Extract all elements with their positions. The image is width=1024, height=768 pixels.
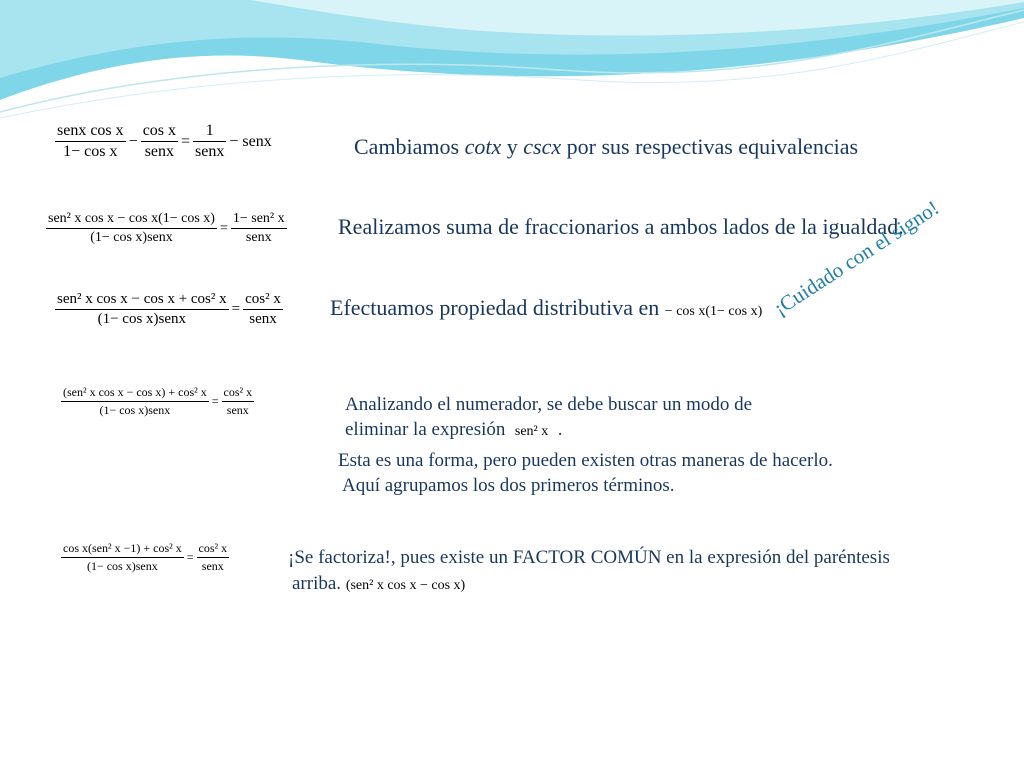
equation-2: $\frac{\text{sen² x cos x − cos x(1− cos x)}}{\text{(1− cos x)senx}}$ = $\frac{\text{1− sen² x}}{\text{senx}}$ [48, 211, 285, 245]
eq4-rhs-fraction: $\frac{\text{cos² x}}{\text{senx}}$ [223, 385, 253, 417]
step-4-text: Analizando el numerador, se debe buscar un modo de eliminar la expresión sen² x . [345, 394, 753, 440]
step-4-expression: sen² x [514, 424, 549, 439]
sign-warning-note: ¡Cuidado con el signo! [769, 195, 944, 321]
step-3-text: Efectuamos propiedad distributiva en − cos x(1− cos x) [330, 295, 763, 320]
eq5-rhs-fraction: $\frac{\text{cos² x}}{\text{senx}}$ [198, 541, 228, 573]
equation-4: $\frac{\text{(sen² x cos x − cos x) + cos² x}}{\text{(1− cos x)senx}}$ = $\frac{\text{cos² x}}{\text{senx}}$ [63, 385, 253, 417]
step-5-text: ¡Se factoriza!, pues existe un FACTOR COMÚN en la expresión del paréntesis arriba. (sen² x cos x − cos x) [288, 547, 890, 594]
eq3-lhs-fraction: $\frac{\text{sen² x cos x − cos x + cos² x}}{\text{(1− cos x)senx}}$ [57, 291, 227, 327]
eq3-rhs-fraction: $\frac{\text{cos² x}}{\text{senx}}$ [245, 291, 281, 327]
header-wave-banner [0, 0, 1024, 125]
eq5-lhs-fraction: $\frac{\text{cos x(sen² x −1) + cos² x}}{\text{(1− cos x)senx}}$ [63, 541, 182, 573]
equation-1: $\frac{\text{senx cos x}}{\text{1− cos x}}$ − $\frac{\text{cos x}}{\text{senx}}$ = $\frac{1}{\text{senx}}$ − senx [57, 122, 272, 160]
eq1-fraction-2: $\frac{\text{cos x}}{\text{senx}}$ [142, 122, 177, 160]
eq4-lhs-fraction: $\frac{\text{(sen² x cos x − cos x) + cos² x}}{\text{(1− cos x)senx}}$ [63, 385, 207, 417]
step-1-text: Cambiamos cotx y cscx por sus respectivas equivalencias [354, 134, 859, 159]
equation-3: $\frac{\text{sen² x cos x − cos x + cos² x}}{\text{(1− cos x)senx}}$ = $\frac{\text{cos² x}}{\text{senx}}$ [57, 291, 281, 327]
step-2-text: Realizamos suma de fraccionarios a ambos lados de la igualdad. [338, 214, 904, 239]
step-3-expression: − cos x(1− cos x) [664, 304, 763, 319]
eq2-lhs-fraction: $\frac{\text{sen² x cos x − cos x(1− cos x)}}{\text{(1− cos x)senx}}$ [48, 211, 215, 245]
eq1-fraction-1: $\frac{\text{senx cos x}}{\text{1− cos x}}$ [57, 122, 124, 160]
eq2-rhs-fraction: $\frac{\text{1− sen² x}}{\text{senx}}$ [232, 211, 285, 245]
step-5-expression: (sen² x cos x − cos x) [345, 578, 466, 593]
equation-5: $\frac{\text{cos x(sen² x −1) + cos² x}}{\text{(1− cos x)senx}}$ = $\frac{\text{cos² x}}{\text{senx}}$ [63, 541, 228, 573]
step-4-note: Esta es una forma, pero pueden existen otras maneras de hacerlo. Aquí agrupamos los dos primeros términos. [338, 450, 833, 496]
eq1-fraction-3: $\frac{1}{\text{senx}}$ [195, 122, 225, 160]
